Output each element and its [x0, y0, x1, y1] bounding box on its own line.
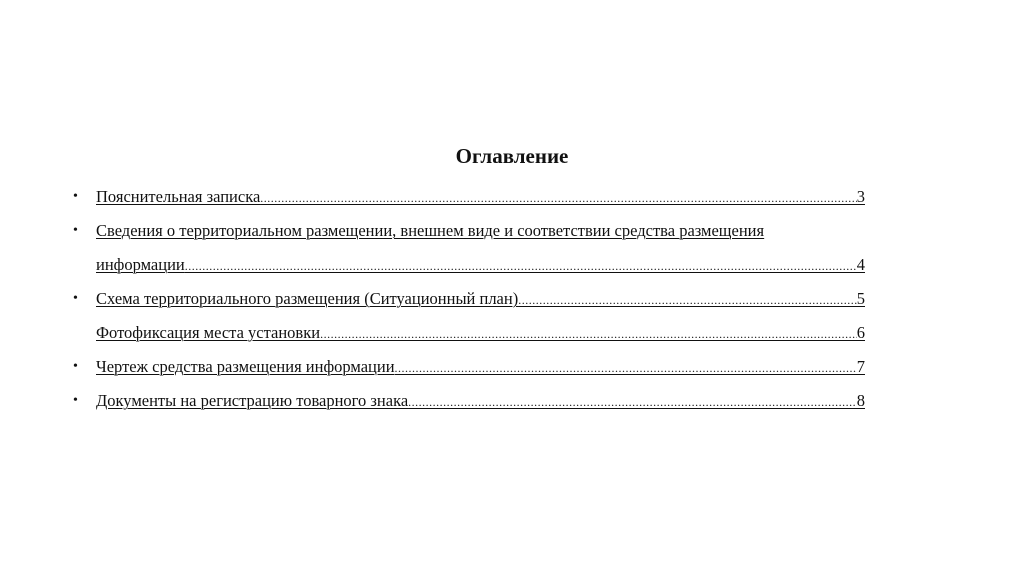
toc-page-number: 6 [856, 323, 865, 342]
bullet-icon: • [73, 189, 78, 204]
toc-entry-link[interactable] [96, 350, 865, 385]
dot-leader [260, 181, 856, 215]
toc-entry-trademark-docs[interactable] [73, 384, 873, 418]
toc-page-number: 4 [856, 255, 865, 274]
toc-entry-link[interactable] [96, 316, 865, 351]
bullet-icon: • [73, 223, 78, 238]
toc-entry-text: Документы на регистрацию товарного знака [96, 391, 409, 410]
toc-entry-link[interactable] [96, 214, 865, 248]
toc-entry-link[interactable] [96, 282, 865, 317]
toc-entry-text: Сведения о территориальном размещении, внешнем виде и соответствии средства размещения [96, 221, 765, 240]
dot-leader [395, 351, 857, 385]
dot-leader [185, 249, 857, 283]
bullet-icon: • [73, 359, 78, 374]
dot-leader [320, 317, 857, 351]
toc-entry-link[interactable] [96, 180, 865, 215]
toc-page-number: 8 [856, 391, 865, 410]
toc-entry-explanatory-note[interactable] [73, 180, 873, 214]
bullet-icon: • [73, 291, 78, 306]
toc-entry-text: Фотофиксация места установки [96, 323, 321, 342]
toc-entry-link[interactable] [96, 384, 865, 419]
toc-entry-situational-plan[interactable] [73, 282, 873, 316]
toc-page-number: 3 [856, 187, 865, 206]
toc-list [73, 180, 873, 418]
toc-title: Оглавление [455, 144, 569, 168]
bullet-icon: • [73, 393, 78, 408]
dot-leader [408, 385, 857, 419]
dot-leader [518, 283, 857, 317]
toc-page-number: 5 [856, 289, 865, 308]
toc-entry-drawing[interactable] [73, 350, 873, 384]
toc-entry-text: Чертеж средства размещения информации [96, 357, 395, 376]
toc-entry-text: Схема территориального размещения (Ситуационный план) [96, 289, 519, 308]
toc-entry-text: информации [96, 255, 185, 274]
toc-entry-placement-info[interactable] [73, 214, 873, 248]
toc-entry-photo-record[interactable] [73, 316, 873, 350]
toc-page-number: 7 [856, 357, 865, 376]
toc-entry-link[interactable] [96, 248, 865, 283]
toc-entry-placement-info-continued[interactable] [73, 248, 873, 282]
toc-entry-text: Пояснительная записка [96, 187, 261, 206]
